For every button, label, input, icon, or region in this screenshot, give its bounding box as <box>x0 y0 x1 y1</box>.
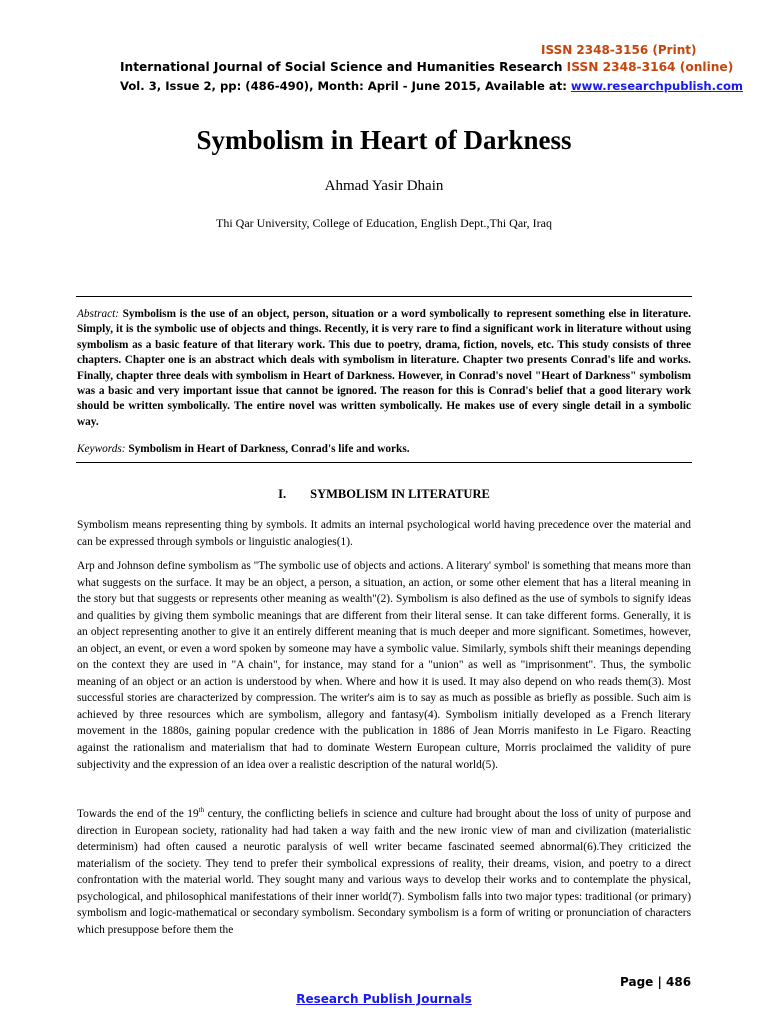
paper-title: Symbolism in Heart of Darkness <box>196 125 572 155</box>
abstract <box>77 307 691 430</box>
abstract-text: Symbolism is the use of an object, person, situation or a word symbolically to represent something else in literature. Simply, it is the symbolic use of objects and things. Recently, it is very rare to find a significant work in literature without using symbolism as a basic feature of that literary work. This due to poetry, drama, fiction, novels, etc. This study consists of three chapters. Chapter one is an abstract which deals with symbolism in literature. Chapter two presents Conrad's life and works. Finally, chapter three deals with symbolism in Heart of Darkness. However, in Conrad's novel "Heart of Darkness" symbolism was a basic and very important issue that cannot be ignored. The reason for this is Conrad's belief that a good literary work should be written symbolically. The entire novel was written symbolically. He makes use of every single detail in a symbolic way. <box>77 308 691 428</box>
section-title: SYMBOLISM IN LITERATURE <box>310 487 490 501</box>
section-number: I. <box>278 487 287 501</box>
section-heading <box>0 487 768 502</box>
volume-info-line <box>120 79 743 93</box>
volume-info: Vol. 3, Issue 2, pp: (486-490), Month: April - June 2015, Available at: <box>120 79 571 93</box>
abstract-label: Abstract: <box>77 308 120 320</box>
author-name: Ahmad Yasir Dhain <box>324 178 444 194</box>
body-paragraph-2: Arp and Johnson define symbolism as "The symbolic use of objects and actions. A literary' symbol' is something that means more than what suggests on the surface. It may be an object, a person, a situation, an action, or some other element that has a literal meaning in the story but that suggests or represents other meaning as wealth"(2). Symbolism is also defined as the use of symbols to signify ideas and qualities by giving them symbolic meanings that are different from their literal sense. It can take different forms. Generally, it is an object representing another to give it an entirely different meaning that is much deeper and more significant. Sometimes, however, an object, an event, or even a word spoken by someone may have a symbolic value. Similarly, symbols shift their meanings depending on the context they are used in "A chain", for instance, may stand for a "union" as well as "imprisonment". Thus, the symbolic meaning of an object or an action is understood by when. Where and how it is used. It may also depend on who reads them(3). Most successful stories are characterized by compression. The writer's aim is to say as much as possible as briefly as possible. Such aim is achieved by three resources which are symbolism, allegory and fantasy(4). Symbolism initially developed as a French literary movement in the 1880s, gaining popular credence with the publication in 1886 of Jean Morris manifesto in Le Figaro. Reacting against the rationalism and materialism that had to dominate Western European culture, Morris proclaimed the validity of pure subjectivity and the expression of an idea over a realistic description of the natural world(5). <box>77 560 691 771</box>
paragraph-3-rest: century, the conflicting beliefs in science and culture had brought about the loss of unity of purpose and direction in European society, rationality had had taken a way faith and the new ironic view of man and civilization (materialistic determinism) had often caused a neurotic paralysis of well writer became fascinated seemed abnormal(6).They criticized the materialism of the society. They tend to prefer their symbolical expressions of reality, their dreams, vision, and poetry to a direct confrontation with the material world. They sought many and various ways to develop their works and to contemplate the physical, psychological, and philosophical manifestations of their inner world(7). Symbolism falls into two major types: traditional (or primary) symbolism and logic-mathematical or secondary symbolism. Secondary symbolism is a form of writing or pronunciation of characters which presuppose before them the <box>77 808 691 936</box>
issn-print: ISSN 2348-3156 (Print) <box>541 43 697 57</box>
abstract-top-rule <box>76 296 692 297</box>
footer <box>0 992 768 1006</box>
abstract-bottom-rule <box>76 462 692 463</box>
paragraph-3-start: Towards the end of the 19 <box>77 808 199 820</box>
page-number: Page | 486 <box>620 975 692 989</box>
superscript-th: th <box>198 806 205 815</box>
body-paragraph-1: Symbolism means representing thing by symbols. It admits an internal psychological world having precedence over the material and can be expressed through symbols or linguistic analogies(1). <box>77 519 691 548</box>
journal-header <box>120 60 733 74</box>
journal-name: International Journal of Social Science and Humanities Research <box>120 60 563 74</box>
body-paragraph-3 <box>77 806 691 938</box>
issn-online: ISSN 2348-3164 (online) <box>566 60 734 74</box>
author-affiliation: Thi Qar University, College of Education, English Dept.,Thi Qar, Iraq <box>216 216 552 230</box>
publisher-link[interactable]: Research Publish Journals <box>296 992 472 1006</box>
website-link[interactable]: www.researchpublish.com <box>570 79 744 93</box>
keywords-text: Symbolism in Heart of Darkness, Conrad's life and works. <box>125 443 410 455</box>
keywords-label: Keywords: <box>77 443 126 455</box>
keywords <box>77 443 691 455</box>
